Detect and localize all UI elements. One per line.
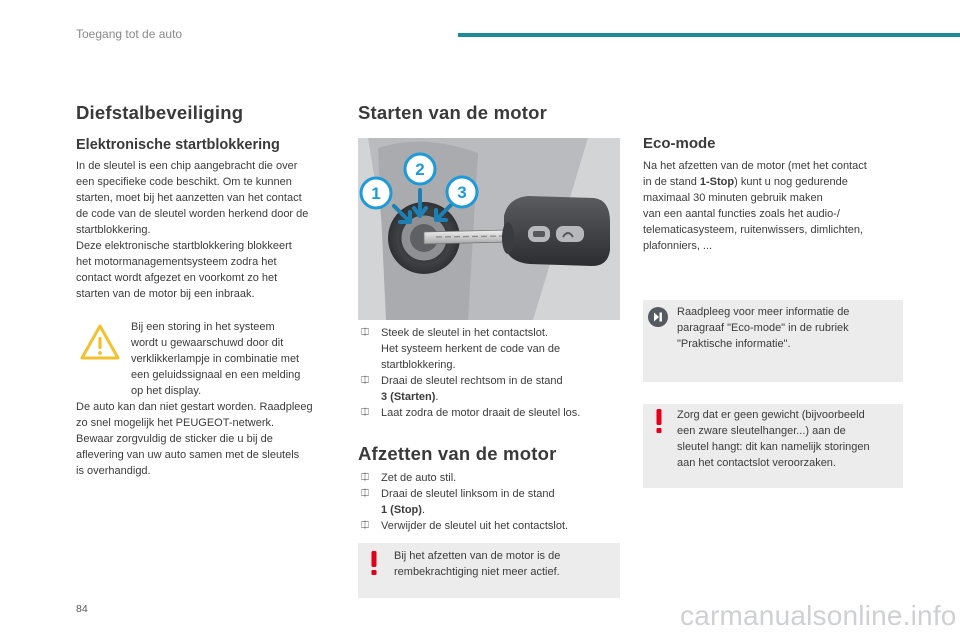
alert-exclamation-icon [652, 408, 666, 434]
bullet-icon: ⎅ [361, 327, 369, 338]
brake-assist-note: Bij het afzetten van de motor is de rembekrachtiging niet meer actief. [358, 543, 620, 598]
list-item: ⎅ Steek de sleutel in het contactslot. Het systeem herkent de code van de startblokkering. [361, 327, 561, 371]
title-eco-mode: Eco-mode [643, 135, 716, 152]
ignition-key-illustration [358, 138, 620, 320]
eco-mode-paragraph: Na het afzetten van de motor (met het contact in de stand 1-Stop) kunt u nog gedurende maximaal 30 minuten gebruik maken van een aantal functies zoals het audio-/ telematicasysteem, ruitenwissers, dimlichten, plafonniers, ... [643, 160, 867, 252]
immobilizer-paragraph: In de sleutel is een chip aangebracht die over een specifieke code beschikt. Om te kunnen starten, moet bij het aanzetten van het contact de code van de sleutel worden herkend door de startblokkering. Deze elektronische startblokkering blokkeert het motormanagementsysteem zodra het contact wordt afgezet en voorkomt zo het starten van de motor bij een inbraak. [76, 160, 309, 300]
stop-steps-list [358, 470, 620, 534]
eco-mode-info-note: Raadpleeg voor meer informatie de paragraaf "Eco-mode" in de rubriek "Praktische informatie". [643, 300, 903, 382]
position-badge-1 [361, 178, 391, 208]
page-number: 84 [76, 603, 88, 615]
network-advice-paragraph: De auto kan dan niet gestart worden. Raadpleeg zo snel mogelijk het PEUGEOT-netwerk. Bewaar zorgvuldig de sticker die u bij de aflevering van uw auto samen met de sleutels is overhandigd. [76, 401, 313, 477]
title-starten-motor: Starten van de motor [358, 102, 548, 123]
title-afzetten-motor: Afzetten van de motor [358, 443, 557, 464]
bullet-icon: ⎅ [361, 375, 369, 386]
warning-triangle-icon [79, 323, 121, 361]
position-badge-3 [447, 177, 477, 207]
key-weight-caution-note: Zorg dat er geen gewicht (bijvoorbeeld een zware sleutelhanger...) aan de sleutel hangt: dit kan namelijk storingen aan het contactslot veroorzaken. [643, 404, 903, 488]
watermark-text: carmanualsonline.info [680, 600, 957, 631]
list-item: ⎅ Verwijder de sleutel uit het contactslot. [361, 520, 569, 532]
malfunction-warning-text: Bij een storing in het systeem wordt u gewaarschuwd door dit verklikkerlampje in combinatie met een geluidssignaal en een melding op het display. [131, 321, 301, 397]
title-diefstalbeveiliging: Diefstalbeveiliging [76, 102, 244, 123]
bullet-icon: ⎅ [361, 472, 369, 483]
list-item: ⎅ Draai de sleutel linksom in de stand 1 (Stop). [361, 488, 555, 516]
list-item: ⎅ Draai de sleutel rechtsom in de stand 3 (Starten). [361, 375, 563, 403]
position-badge-2 [405, 154, 435, 184]
svg-text:3: 3 [457, 183, 467, 202]
start-steps-list [358, 325, 620, 421]
subtitle-startblokkering: Elektronische startblokkering [76, 137, 280, 153]
bullet-icon: ⎅ [361, 407, 369, 418]
list-item: ⎅ Zet de auto stil. [361, 472, 457, 484]
skip-forward-icon [647, 306, 669, 328]
svg-text:2: 2 [415, 160, 425, 179]
bullet-icon: ⎅ [361, 520, 369, 531]
list-item: ⎅ Laat zodra de motor draait de sleutel los. [361, 407, 581, 419]
section-title: Toegang tot de auto [76, 27, 183, 41]
header-accent-bar [458, 33, 960, 37]
alert-exclamation-icon [367, 550, 381, 576]
bullet-icon: ⎅ [361, 488, 369, 499]
svg-text:1: 1 [371, 184, 381, 203]
